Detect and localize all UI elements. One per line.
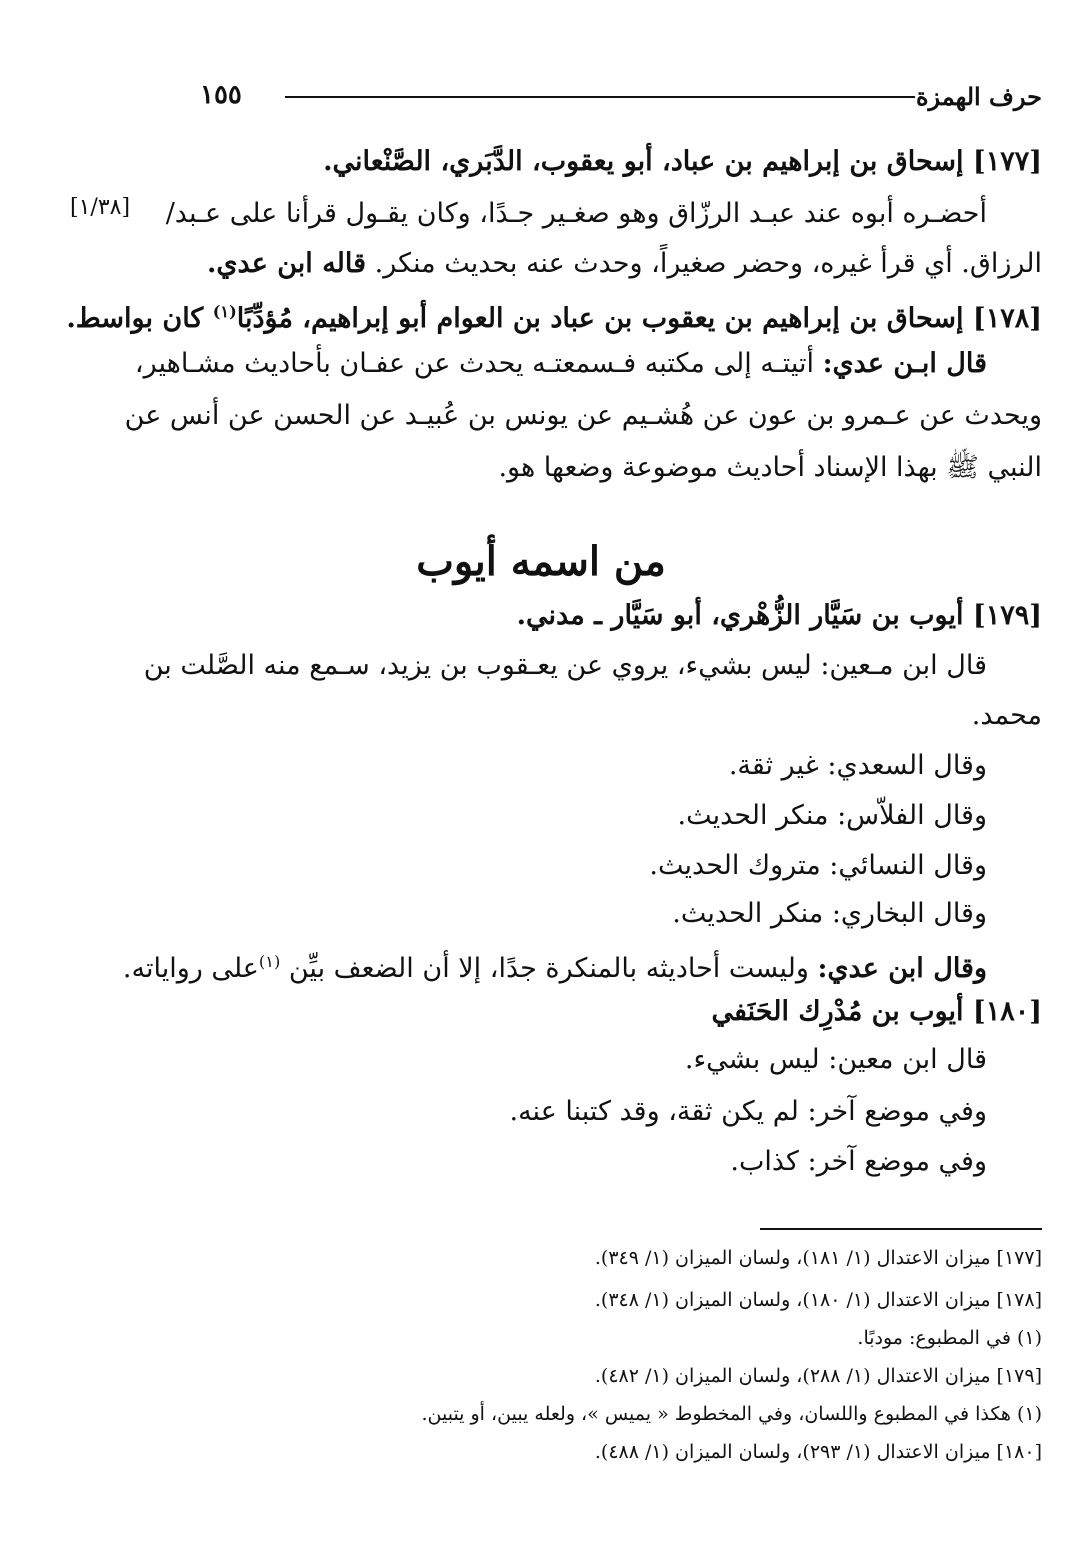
entry-177-line-2-text: الرزاق. أي قرأ غيره، وحضر صغيراً، وحدث عنه بحديث منكر. [374, 248, 1042, 279]
section-title: من اسمه أيوب [416, 538, 666, 585]
footnote-ref-2: (١) [258, 952, 281, 971]
entry-178-heading-part-2: كان بواسط. [66, 303, 213, 334]
header-rule [285, 96, 915, 98]
entry-179-line-2: محمد. [971, 700, 1042, 731]
footnote-179-note-1: (١) هكذا في المطبوع واللسان، وفي المخطوط « يميس »، ولعله يبين، أو يتبين. [421, 1403, 1042, 1425]
entry-180-line-3: وفي موضع آخر: كذاب. [730, 1146, 987, 1177]
entry-177-heading: [١٧٧] إسحاق بن إبراهيم بن عباد، أبو يعقوب، الدَّبَري، الصَّنْعاني. [323, 146, 1042, 177]
entry-180-line-1: قال ابن معين: ليس بشيء. [684, 1044, 987, 1075]
entry-178-line-1-text: أتيتـه إلى مكتبه فـسمعتـه يحدث عن عفـان بأحاديث مشـاهير، [134, 348, 823, 379]
entry-179-line-6: وقال البخاري: منكر الحديث. [672, 898, 987, 929]
entry-179-line-7-end: على رواياته. [122, 953, 259, 984]
footnote-rule [760, 1228, 1042, 1230]
entry-178-heading [66, 292, 1042, 339]
entry-178-line-3: النبي ﷺ بهذا الإسناد أحاديث موضوعة وضعها هو. [498, 452, 1042, 483]
entry-179-line-7 [123, 942, 987, 989]
entry-177-line-1: أحضـره أبوه عند عبـد الرزّاق وهو صغـير جـدًا، وكان يقـول قرأنا على عـبد/ [165, 198, 987, 229]
entry-179-line-1: قال ابن مـعين: ليس بشيء، يروي عن يعـقوب بن يزيد، سـمع منه الصَّلت بن [143, 650, 987, 681]
footnote-178: [١٧٨] ميزان الاعتدال (١/ ١٨٠)، ولسان الميزان (١/ ٣٤٨). [594, 1289, 1042, 1311]
footnote-179: [١٧٩] ميزان الاعتدال (١/ ٢٨٨)، ولسان الميزان (١/ ٤٨٢). [594, 1365, 1042, 1387]
entry-178-speaker: قال ابـن عدي: [822, 348, 987, 379]
entry-180-line-2: وفي موضع آخر: لم يكن ثقة، وقد كتبنا عنه. [509, 1096, 987, 1127]
entry-179-speaker: وقال ابن عدي: [817, 953, 987, 984]
entry-177-attribution: قاله ابن عدي. [207, 248, 367, 279]
footnote-178-note-1: (١) في المطبوع: مودبًا. [857, 1327, 1042, 1349]
entry-177-line-2 [207, 244, 1042, 284]
footnote-ref-1: (١) [212, 302, 237, 321]
page-number: ١٥٥ [200, 80, 242, 110]
footnote-180: [١٨٠] ميزان الاعتدال (١/ ٢٩٣)، ولسان الميزان (١/ ٤٨٨). [594, 1441, 1042, 1463]
running-header-chapter: حرف الهمزة [915, 82, 1042, 111]
entry-179-line-5: وقال النسائي: متروك الحديث. [649, 850, 987, 881]
margin-folio-note: [١/٣٨] [70, 195, 131, 220]
entry-178-heading-part-1: [١٧٨] إسحاق بن إبراهيم بن يعقوب بن عباد بن العوام أبو إبراهيم، مُؤدِّبًا [236, 303, 1042, 334]
entry-179-line-4: وقال الفلاّس: منكر الحديث. [677, 800, 987, 831]
entry-178-line-2: ويحدث عن عـمرو بن عون عن هُشـيم عن يونس بن عُبيـد عن الحسن عن أنس عن [124, 400, 1042, 431]
footnote-177: [١٧٧] ميزان الاعتدال (١/ ١٨١)، ولسان الميزان (١/ ٣٤٩). [594, 1247, 1042, 1269]
entry-178-line-1 [134, 344, 987, 384]
entry-179-heading: [١٧٩] أيوب بن سَيَّار الزُّهْري، أبو سَيَّار ـ مدني. [516, 600, 1042, 631]
entry-180-heading: [١٨٠] أيوب بن مُدْرِك الحَنَفي [711, 996, 1042, 1027]
entry-179-line-3: وقال السعدي: غير ثقة. [728, 750, 987, 781]
entry-179-line-7-text: وليست أحاديثه بالمنكرة جدًا، إلا أن الضعف بيِّن [288, 953, 818, 984]
